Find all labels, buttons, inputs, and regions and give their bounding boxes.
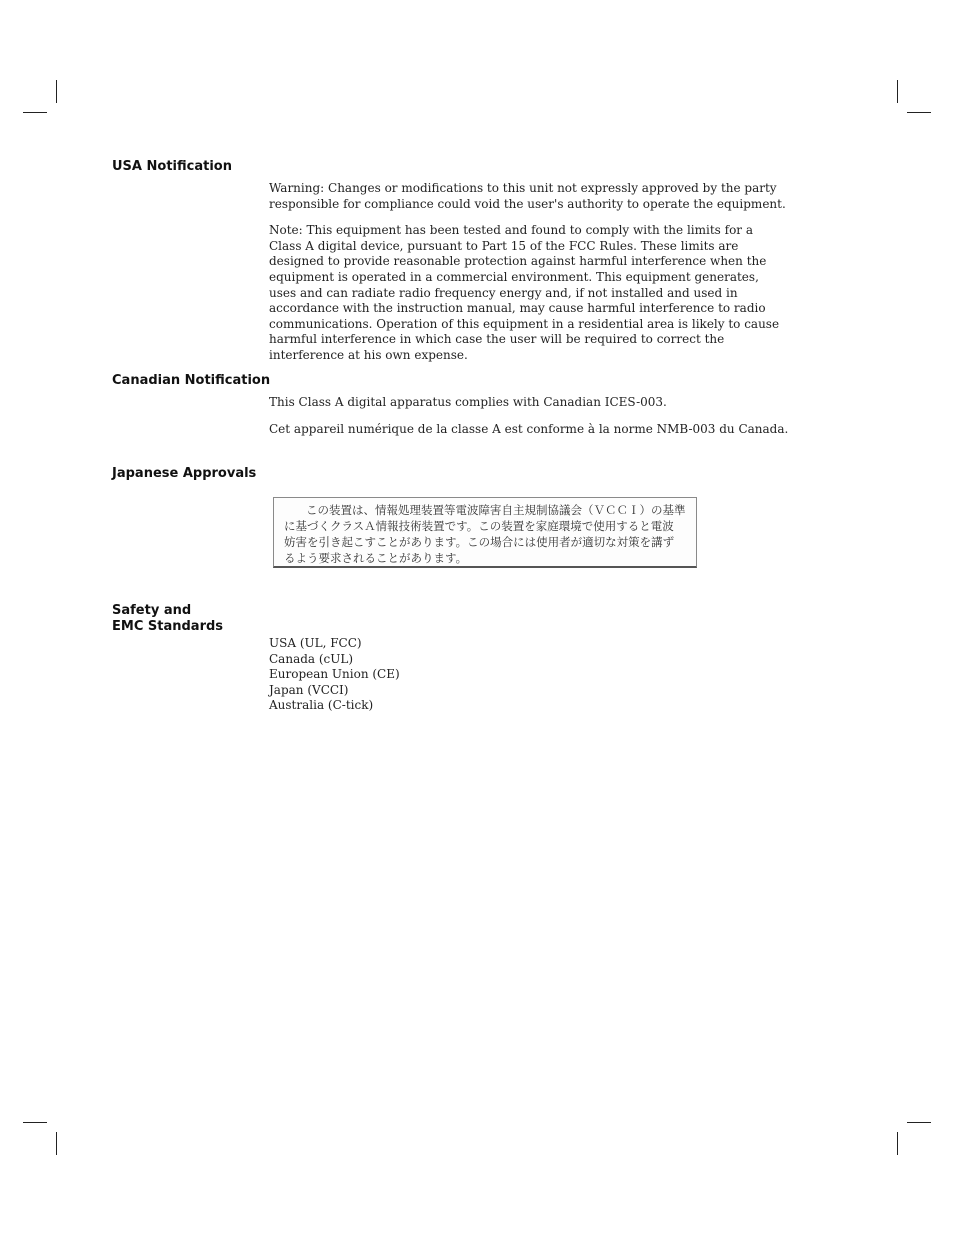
crop-mark-bottom-right-vertical <box>897 1132 898 1155</box>
crop-mark-top-right-horizontal <box>907 112 931 113</box>
vcci-notice-line: この装置は、情報処理装置等電波障害自主規制協議会（ＶＣＣＩ）の基準 <box>306 503 686 517</box>
canadian-english-text: This Class A digital apparatus complies with Canadian ICES-003. <box>269 395 667 409</box>
usa-notification-heading: USA Notification <box>112 159 232 174</box>
canadian-french-text: Cet appareil numérique de la classe A est conforme à la norme NMB-003 du Canada. <box>269 421 789 436</box>
crop-mark-bottom-right-horizontal <box>907 1122 931 1123</box>
vcci-notice-image <box>273 497 697 568</box>
usa-fcc-note-text: Note: This equipment has been tested and found to comply with the limits for a Class A digital device, pursuant to Part 15 of the FCC Rules. These limits are designed to provide reasonable protection against harmful interference when the equipment is operated in a commercial environment. This equipment generates, uses and can radiate radio frequency energy and, if not installed and used in accordance with the instruction manual, may cause harmful interference to radio communications. Operation of this equipment in a residential area is likely to cause harmful interference in which case the user will be required to correct the interference at his own expense. <box>269 223 780 362</box>
safety-emc-heading-line2: EMC Standards <box>112 619 224 634</box>
vcci-notice-line: るよう要求されることがあります。 <box>284 551 468 565</box>
standards-list-item: Japan (VCCI) <box>269 682 349 697</box>
canadian-notification-heading: Canadian Notification <box>112 373 271 388</box>
standards-list-item: USA (UL, FCC) <box>269 636 362 650</box>
vcci-notice-line: 妨害を引き起こすことがあります。この場合には使用者が適切な対策を講ず <box>284 535 675 549</box>
safety-emc-heading-line1: Safety and <box>112 603 192 618</box>
crop-mark-top-left-vertical <box>56 80 57 103</box>
usa-notification-body <box>269 181 789 364</box>
crop-mark-bottom-left-vertical <box>56 1132 57 1155</box>
standards-list-item: Canada (cUL) <box>269 651 354 666</box>
japanese-approvals-heading: Japanese Approvals <box>112 466 257 481</box>
standards-list-item: Australia (C-tick) <box>269 698 374 713</box>
crop-mark-top-right-vertical <box>897 80 898 103</box>
usa-warning-text: Warning: Changes or modifications to this unit not expressly approved by the party responsible for compliance could void the user's authority to operate the equipment. <box>269 181 786 211</box>
canadian-notification-body <box>269 395 789 437</box>
safety-emc-standards-heading <box>112 603 223 635</box>
vcci-notice-line: に基づくクラスＡ情報技術装置です。この装置を家庭環境で使用すると電波 <box>284 519 674 533</box>
standards-list <box>269 636 400 714</box>
crop-mark-bottom-left-horizontal <box>23 1122 47 1123</box>
crop-mark-top-left-horizontal <box>23 112 47 113</box>
standards-list-item: European Union (CE) <box>269 667 400 682</box>
